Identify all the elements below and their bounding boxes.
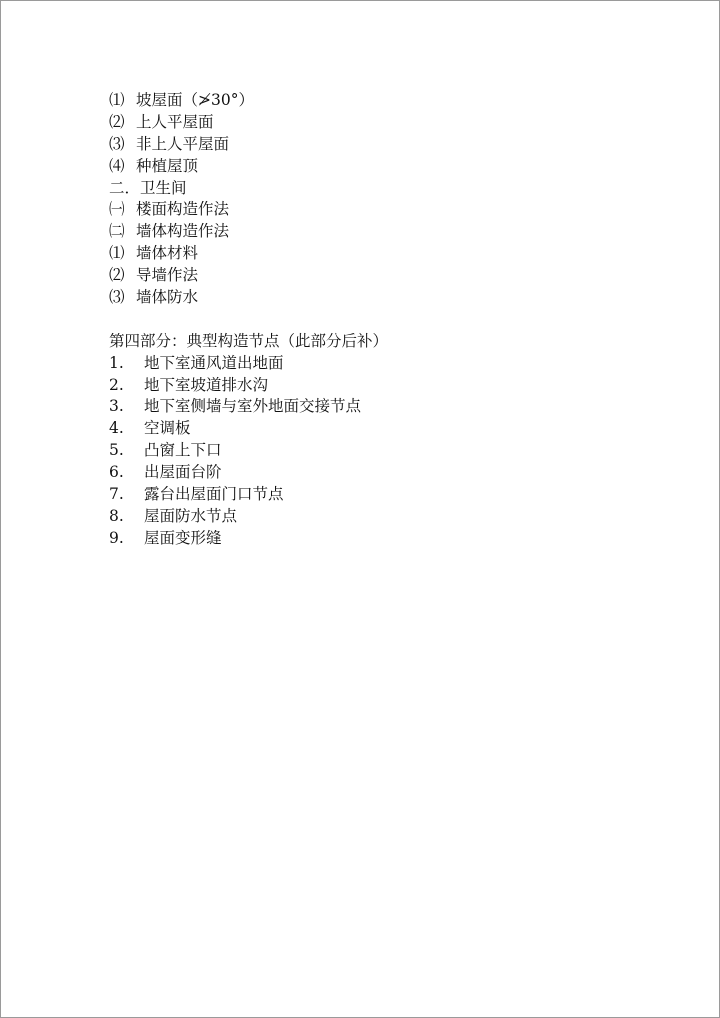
list-item — [109, 506, 388, 528]
item-number: 4. — [109, 419, 124, 438]
item-text: 凸窗上下口 — [144, 441, 222, 460]
list-item — [109, 375, 388, 397]
item-number: ⑶ — [109, 288, 125, 307]
list-item — [109, 90, 388, 112]
list-item — [109, 199, 388, 221]
list-item — [109, 287, 388, 309]
list-item — [109, 156, 388, 178]
item-text: 导墙作法 — [136, 266, 199, 285]
item-text: 地下室坡道排水沟 — [144, 375, 269, 394]
list-item — [109, 484, 388, 506]
item-number: ⑶ — [109, 134, 125, 153]
item-text: 非上人平屋面 — [136, 134, 230, 153]
section-heading-bathroom: 二．卫生间 — [109, 178, 187, 197]
list-item — [109, 528, 388, 550]
item-text: 种植屋顶 — [136, 156, 199, 175]
item-number: 6. — [109, 463, 124, 482]
item-number: ⑴ — [109, 91, 125, 109]
item-number: 7. — [109, 485, 124, 504]
item-number: 2. — [109, 375, 124, 394]
item-text: 地下室通风道出地面 — [144, 353, 284, 372]
item-text: 上人平屋面 — [136, 112, 214, 131]
item-number: ㈠ — [109, 200, 125, 219]
item-text: 楼面构造作法 — [136, 200, 230, 219]
item-text: 屋面变形缝 — [144, 528, 222, 547]
list-item — [109, 396, 388, 418]
item-number: 5. — [109, 441, 124, 460]
item-text: 出屋面台阶 — [144, 463, 222, 482]
item-number: 3. — [109, 397, 124, 416]
item-number: 8. — [109, 506, 124, 525]
list-item — [109, 462, 388, 484]
item-text: 墙体防水 — [136, 288, 199, 307]
list-item — [109, 134, 388, 156]
item-number: ⑷ — [109, 156, 125, 175]
item-number: 9. — [109, 528, 124, 547]
item-text: 墙体构造作法 — [136, 222, 230, 241]
list-item — [109, 265, 388, 287]
list-item — [109, 112, 388, 134]
item-number: ㈡ — [109, 222, 125, 241]
paragraph-spacer — [109, 309, 388, 331]
item-text: 露台出屋面门口节点 — [144, 485, 284, 504]
list-item — [109, 353, 388, 375]
document-body — [109, 90, 388, 550]
list-item — [109, 243, 388, 265]
item-number: ⑵ — [109, 112, 125, 131]
item-text: 坡屋面（≯30°） — [136, 91, 254, 109]
item-number: 1. — [109, 353, 124, 372]
item-text: 空调板 — [144, 419, 191, 438]
list-item — [109, 440, 388, 462]
item-text: 墙体材料 — [136, 244, 199, 263]
list-item — [109, 221, 388, 243]
item-text: 屋面防水节点 — [144, 506, 238, 525]
item-number: ⑴ — [109, 244, 125, 263]
list-item — [109, 418, 388, 440]
item-number: ⑵ — [109, 266, 125, 285]
item-text: 地下室侧墙与室外地面交接节点 — [144, 397, 362, 416]
part4-title: 第四部分：典型构造节点（此部分后补） — [109, 331, 389, 350]
